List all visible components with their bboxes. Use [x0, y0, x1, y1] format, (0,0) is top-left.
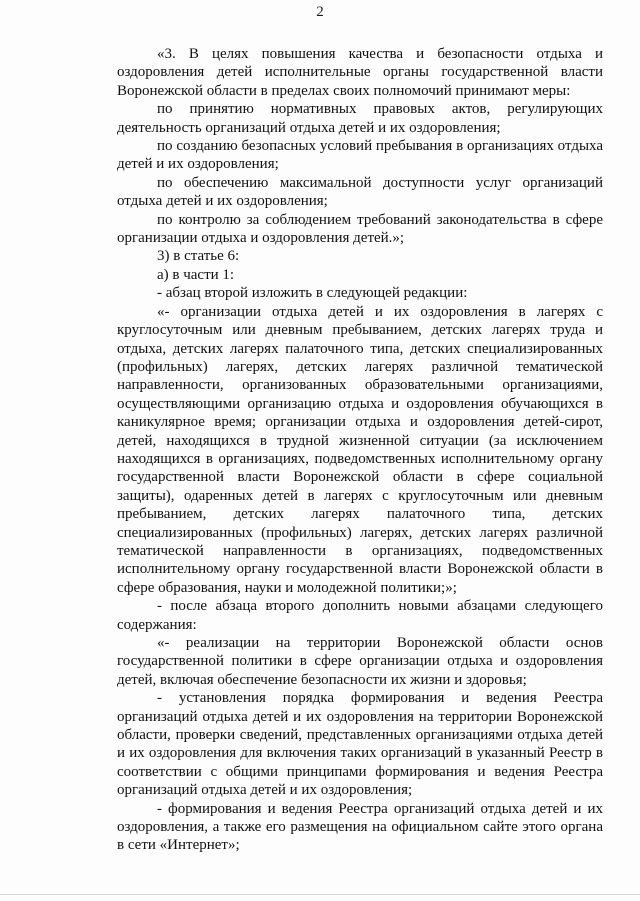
paragraph-measure-1: по принятию нормативных правовых актов, регулирующих деятельность организаций отдыха детей и их оздоровления;: [117, 101, 603, 136]
paragraph-measure-4: по контролю за соблюдением требований законодательства в сфере организации отдыха и оздоровления детей.»;: [117, 211, 603, 247]
paragraph-article-6: 3) в статье 6:: [157, 248, 240, 265]
paragraph-measure-2: по созданию безопасных условий пребывания в организациях отдыха детей и их оздоровления;: [117, 138, 603, 173]
document-body: [117, 45, 603, 855]
paragraph-addition-1: «- реализации на территории Воронежской области основ государственной политики в сфере организации отдыха и оздоровления детей, включая обеспечение безопасности их жизни и здоровья;: [117, 635, 603, 688]
paragraph-instruction-2: - после абзаца второго дополнить новыми абзацами следующего содержания:: [117, 598, 603, 633]
paragraph-intro: «3. В целях повышения качества и безопасности отдыха и оздоровления детей исполнительные органы государственной власти Воронежской области в пределах своих полномочий принимают меры:: [117, 46, 603, 99]
page-bottom-edge: [0, 894, 640, 895]
paragraph-addition-3: - формирования и ведения Реестра организаций отдыха детей и их оздоровления, а также его размещения на официальном сайте этого органа в сети «Интернет»;: [117, 800, 603, 854]
paragraph-part-1: а) в части 1:: [157, 266, 235, 283]
paragraph-addition-2: - установления порядка формирования и ведения Реестра организаций отдыха детей и их оздоровления на территории Воронежской области, проверки сведений, представленных организациями отдыха детей и их оздоровления для включения таких организаций в указанный Реестр в соответствии с общими принципами формирования и ведения Реестра организаций отдыха детей и их оздоровления;: [117, 690, 603, 799]
paragraph-measure-3: по обеспечению максимальной доступности услуг организаций отдыха детей и их оздоровления;: [117, 174, 603, 210]
paragraph-new-wording: «- организации отдыха детей и их оздоровления в лагерях с круглосуточным или дневным пребыванием, детских лагерях труда и отдыха, детских лагерях палаточного типа, детских специализированных (профильных) лагерях, детских лагерях различной тематической направленности, организованных образовательными организациями, осуществляющими организацию отдыха и оздоровления обучающихся в каникулярное время; организации отдыха и оздоровления детей-сирот, детей, находящихся в трудной жизненной ситуации (за исключением находящихся в организациях, подведомственных исполнительному органу государственной власти Воронежской области в сфере социальной защиты), одаренных детей в лагерях с круглосуточным или дневным пребыванием, детских лагерях палаточного типа, детских специализированных (профильных) лагерях, детских лагерях различной тематической направленности в организациях, подведомственных исполнительному органу государственной власти Воронежской области в сфере образования, науки и молодежной политики;»;: [117, 303, 603, 596]
page-number: 2: [316, 4, 324, 20]
paragraph-instruction-1: - абзац второй изложить в следующей редакции:: [157, 285, 468, 302]
